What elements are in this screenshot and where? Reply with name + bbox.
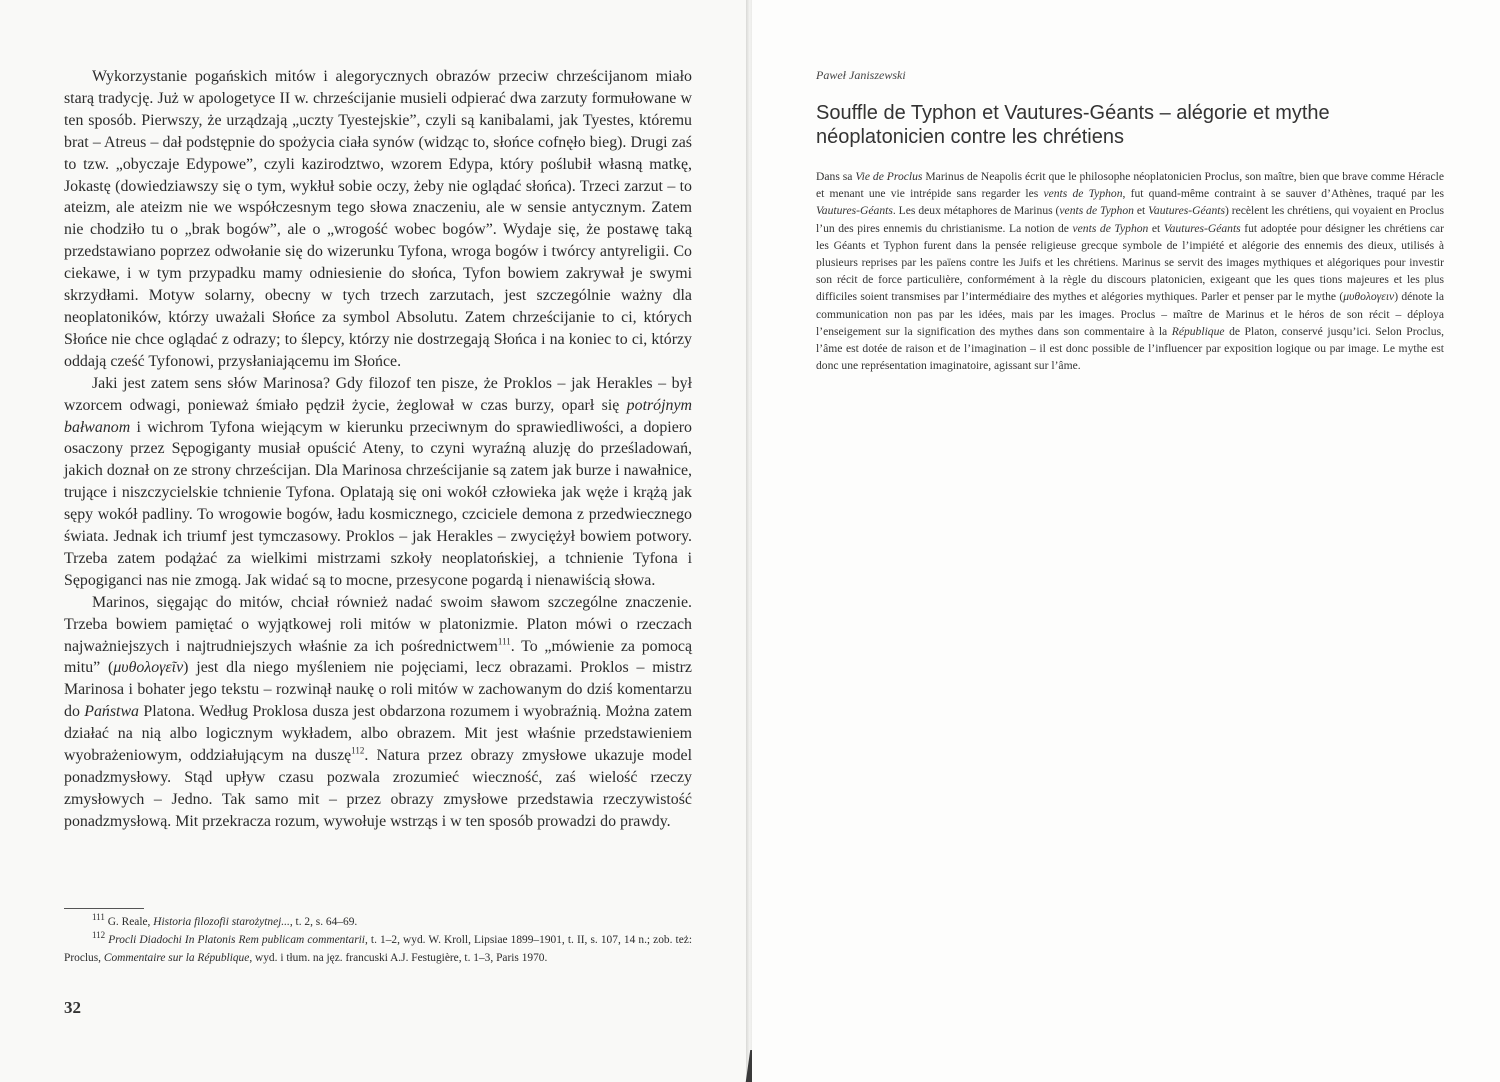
footnote-ref[interactable]: 112 — [351, 745, 365, 756]
right-page — [752, 0, 1500, 1082]
paragraph: Marinos, sięgając do mitów, chciał również nadać swoim sławom szczególne znaczenie. Trzeba bowiem pamiętać o wyjątkowej roli mitów w platonizmie. Platon mówi o rzeczach najważniejszych i najtrudniejszych właśnie za ich pośrednictwem$^{111}$. To „mówienie za pomocą mitu” (μυθολογεῖν) jest dla niego myśleniem nie pojęciami, lecz obrazami. Proklos – mistrz Marinosa i bohater jego tekstu – rozwinął naukę o roli mitów w zachowanym do dziś komentarzu do Państwa Platona. Według Proklosa dusza jest obdarzona rozumem i wyobraźnią. Można zatem działać na nią albo logicznym wykładem, albo obrazem. Mit jest właśnie przedstawieniem wyobrażeniowym, oddziałującym na duszę$^{112}$. Natura przez obrazy zmysłowe ukazuje model ponadzmysłowy. Stąd upływ czasu pozwala zrozumieć wieczność, zaś wielość rzeczy zmysłowych – Jedno. Tak samo mit – przez obrazy zmysłowe przedstawia rzeczywistość ponadzmysłową. Mit przekracza rozum, wywołuje wstrząs i w ten sposób prowadzi do prawdy. — [64, 593, 693, 830]
article-title: Souffle de Typhon et Vautures-Géants – alégorie et mythe néoplatonicien contre les chrétiens — [816, 102, 1330, 148]
footnote-ref[interactable]: 111 — [497, 636, 511, 647]
abstract-paragraph: Dans sa Vie de Proclus Marinus de Neapolis écrit que le philosophe néoplatonicien Proclus, son maître, bien que brave comme Héracle et menant une vie intrépide sans regarder les vents de Typhon, fut quand-même contraint à se sauver d’Athènes, traqué par les Vautures-Géants. Les deux métaphores de Marinus (vents de Typhon et Vautures-Géants) recèlent les chrétiens, qui voyaient en Proclus l’un des pires ennemis du christianisme. La notion de vents de Typhon et Vautures-Géants fut adoptée pour désigner les chrétiens car les Géants et Typhon furent dans la pensée religieuse grecque symbole de l’impiété et alégorie des ennemis des dieux, utilisés à plusieurs reprises par les païens contre les Juifs et les chrétiens. Marinus se servit des images mythiques et alégoriques pour investir son récit de force particulière, conformément à la règle du discours platonicien, exigeant que les ques tions majeures et les plus difficiles soient transmises par l’intermédiaire des mythes et alégories mythiques. Parler et penser par le mythe (μυθολογειν) dénote la communication non pas par les idées, mais par les images. Proclus – maître de Marinus et le héros de son récit – déploya l’enseigement sur la signification des mythes dans son commentaire à la République de Platon, conservé jusqu’ici. Selon Proclus, l’âme est dotée de raison et de l’imagination – il est donc possible de l’influencer par exposition logique ou par image. Le mythe est donc une représentation imaginatoire, agissant sur l’âme. — [816, 170, 1445, 373]
paragraph: Wykorzystanie pogańskich mitów i alegorycznych obrazów przeciw chrześcijanom miało starą tradycję. Już w apologetyce II w. chrześcijanie musieli odpierać dwa zarzuty formułowane w ten sposób. Pierwszy, że urządzają „uczty Tyestejskie”, czyli są kanibalami, jak Tyestes, któremu brat – Atreus – dał podstępnie do spożycia ciała synów (widząc to, słońce cofnęło bieg). Drugi zaś to tzw. „obyczaje Edypowe”, czyli kazirodztwo, wzorem Edypa, który poślubił własną matkę, Jokastę (dowiedziawszy się o tym, wykłuł sobie oczy, żeby nie oglądać słońca). Trzeci zarzut – to ateizm, ale ateizm nie we współczesnym tego słowa znaczeniu, ale w sensie antycznym. Zatem nie chodziło tu o „brak bogów”, ale o „wrogość wobec bogów”. Wydaje się, że postawę taką przedstawiano poprzez odwołanie się do wizerunku Tyfona, wroga bogów i twórcy antyreligii. Co ciekawe, i w tym przypadku mamy odniesienie do słońca, Tyfon bowiem zakrywał je swymi skrzydłami. Motyw solarny, obecny w tych trzech zarzutach, jest szczególnie ważny dla neoplatoników, którzy uważali Słońce za symbol Absolutu. Zatem chrześcijanie to ci, których Słońce nie chce oglądać z odrazy; to ślepcy, którzy nie dostrzegają Słońca i na koniec to ci, którzy oddają cześć Tyfonowi, przysłaniającemu im Słońce. — [64, 68, 692, 370]
author-name: Paweł Janiszewski — [816, 68, 906, 82]
paragraph: Jaki jest zatem sens słów Marinosa? Gdy filozof ten pisze, że Proklos – jak Herakles – był wzorcem odwagi, ponieważ śmiało pędził życie, żeglował w czas burzy, oparł się potrójnym bałwanom i wichrom Tyfona wiejącym w kierunku przeciwnym do sprawiedliwości, a dopiero osaczony przez Sępogiganty musiał opuścić Ateny, to czyni wyraźną aluzję do prześladowań, jakich doznał on ze strony chrześcijan. Dla Marinosa chrześcijanie są zatem jak burze i nawałnice, trujące i niszczycielskie tchnienie Tyfona. Oplatają się oni wokół człowieka jak węże i krążą jak sępy wokół padliny. To wrogowie bogów, ładu kosmicznego, czciciele demona z przedwiecznego świata. Jednak ich triumf jest tymczasowy. Proklos – jak Herakles – zwyciężył bowiem potwory. Trzeba zatem podążać za wielkimi mistrzami szkoły neoplatońskiej, a tchnienie Tyfona i Sępogiganci nas nie zmogą. Jak widać są to mocne, przesycone pogardą i nienawiścią słowa. — [64, 374, 692, 589]
footnote-divider — [64, 908, 144, 909]
footnotes — [64, 913, 692, 967]
footnote-number: 112 — [92, 930, 106, 941]
footnote: $^{112}$ Procli Diadochi In Platonis Rem publicam commentarii, t. 1–2, wyd. W. Kroll, Lipsiae 1899–1901, t. II, s. 107, 14 n.; zob. też: Proclus, Commentaire sur la République, wyd. i tłum. na jęz. francuski A.J. Festugière, t. 1–3, Paris 1970. — [64, 930, 693, 964]
left-page — [0, 0, 748, 1082]
footnote-number: 111 — [92, 912, 105, 923]
page-number: 32 — [64, 998, 81, 1017]
abstract — [816, 168, 1444, 374]
footnote: $^{111}$ G. Reale, Historia filozofii starożytnej..., t. 2, s. 64–69. — [92, 912, 358, 928]
left-body-text — [64, 66, 692, 833]
